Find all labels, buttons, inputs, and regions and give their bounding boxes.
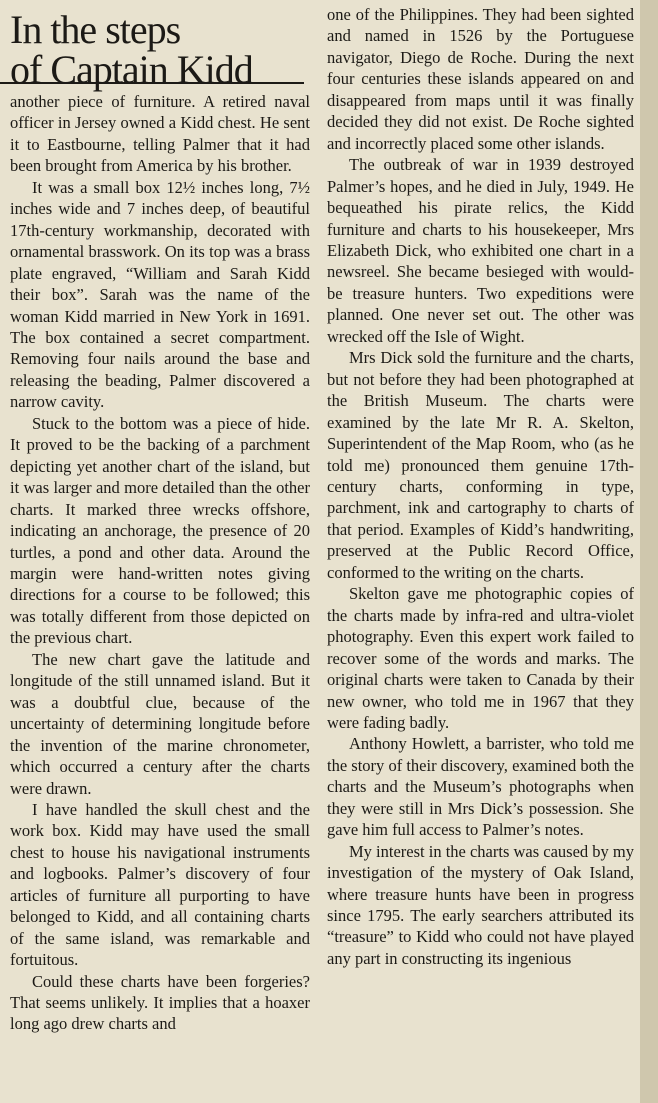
paragraph: It was a small box 12½ inches long, 7½ inches wide and 7 inches deep, of beautiful 17th-century workmanship, decorated with ornamental brasswork. On its top was a brass plate engraved, “William and Sarah Kidd their box”. Sarah was the name of the woman Kidd married in New York in 1691. The box contained a secret compartment. Removing four nails around the base and releasing the beading, Palmer discovered a narrow cavity. — [10, 177, 310, 412]
paragraph: Could these charts have been forgeries? That seems unlikely. It implies that a hoaxer long ago drew charts and — [10, 971, 310, 1034]
paragraph: The outbreak of war in 1939 destroyed Palmer’s hopes, and he died in July, 1949. He bequeathed his pirate relics, the Kidd furniture and charts to his housekeeper, Mrs Elizabeth Dick, who exhibited one chart in a newsreel. She became besieged with would-be treasure hunters. Two expeditions were planned. One never set out. The other was wrecked off the Isle of Wight. — [327, 155, 634, 346]
right-column — [327, 0, 634, 1103]
paragraph: I have handled the skull chest and the work box. Kidd may have used the small chest to house his navigational instruments and logbooks. Palmer’s discovery of four articles of furniture all purporting to have belonged to Kidd, and all containing charts of the same island, was remarkable and fortuitous. — [10, 799, 310, 970]
headline — [0, 0, 310, 92]
left-column-body — [0, 85, 310, 1035]
left-column — [0, 0, 310, 1103]
paragraph: one of the Philippines. They had been sighted and named in 1526 by the Portuguese navigator, Diego de Roche. During the next four centuries these islands appeared on and disappeared from maps until it was finally decided they did not exist. De Roche sighted and incorrectly placed some other islands. — [327, 5, 634, 153]
paragraph: Skelton gave me photographic copies of the charts made by infra-red and ultra-violet photography. Even this expert work failed to recover some of the words and marks. The original charts were taken to Canada by their new owner, who told me in 1967 that they were fading badly. — [327, 584, 634, 732]
paragraph: The new chart gave the latitude and longitude of the still unnamed island. But it was a doubtful clue, because of the uncertainty of determining longitude before the invention of the marine chronometer, which occurred a century after the charts were drawn. — [10, 649, 310, 798]
paragraph: another piece of furniture. A retired naval officer in Jersey owned a Kidd chest. He sent it to Eastbourne, telling Palmer that it had been brought from America by his brother. — [10, 92, 310, 176]
right-column-body — [327, 0, 634, 969]
paragraph: Anthony Howlett, a barrister, who told me the story of their discovery, examined both the charts and the Museum’s photographs when they were still in Mrs Dick’s possession. She gave him full access to Palmer’s notes. — [327, 734, 634, 840]
headline-line-1: In the steps — [10, 7, 181, 52]
paragraph: Stuck to the bottom was a piece of hide. It proved to be the backing of a parchment depicting yet another chart of the island, but it was larger and more detailed than the other charts. It marked three wrecks offshore, indicating an anchorage, the presence of 20 turtles, a pond and other data. Around the margin were hand-written notes giving directions for a course to be followed; this was totally different from those depicted on the previous chart. — [10, 413, 310, 648]
headline-line-2: of Captain Kidd — [10, 47, 253, 92]
paragraph: My interest in the charts was caused by my investigation of the mystery of Oak Island, where treasure hunts have been in progress since 1795. The early searchers attributed its “treasure” to Kidd who could not have played any part in constructing its ingenious — [327, 841, 635, 968]
paragraph: Mrs Dick sold the furniture and the charts, but not before they had been photographed at the British Museum. The charts were examined by the late Mr R. A. Skelton, Superintendent of the Map Room, who (as he told me) pronounced them genuine 17th-century charts, conforming in type, parchment, ink and cartography to charts of that period. Examples of Kidd’s handwriting, preserved at the Public Record Office, conformed to the writing on the charts. — [327, 348, 634, 582]
page-edge-shadow — [640, 0, 658, 1103]
